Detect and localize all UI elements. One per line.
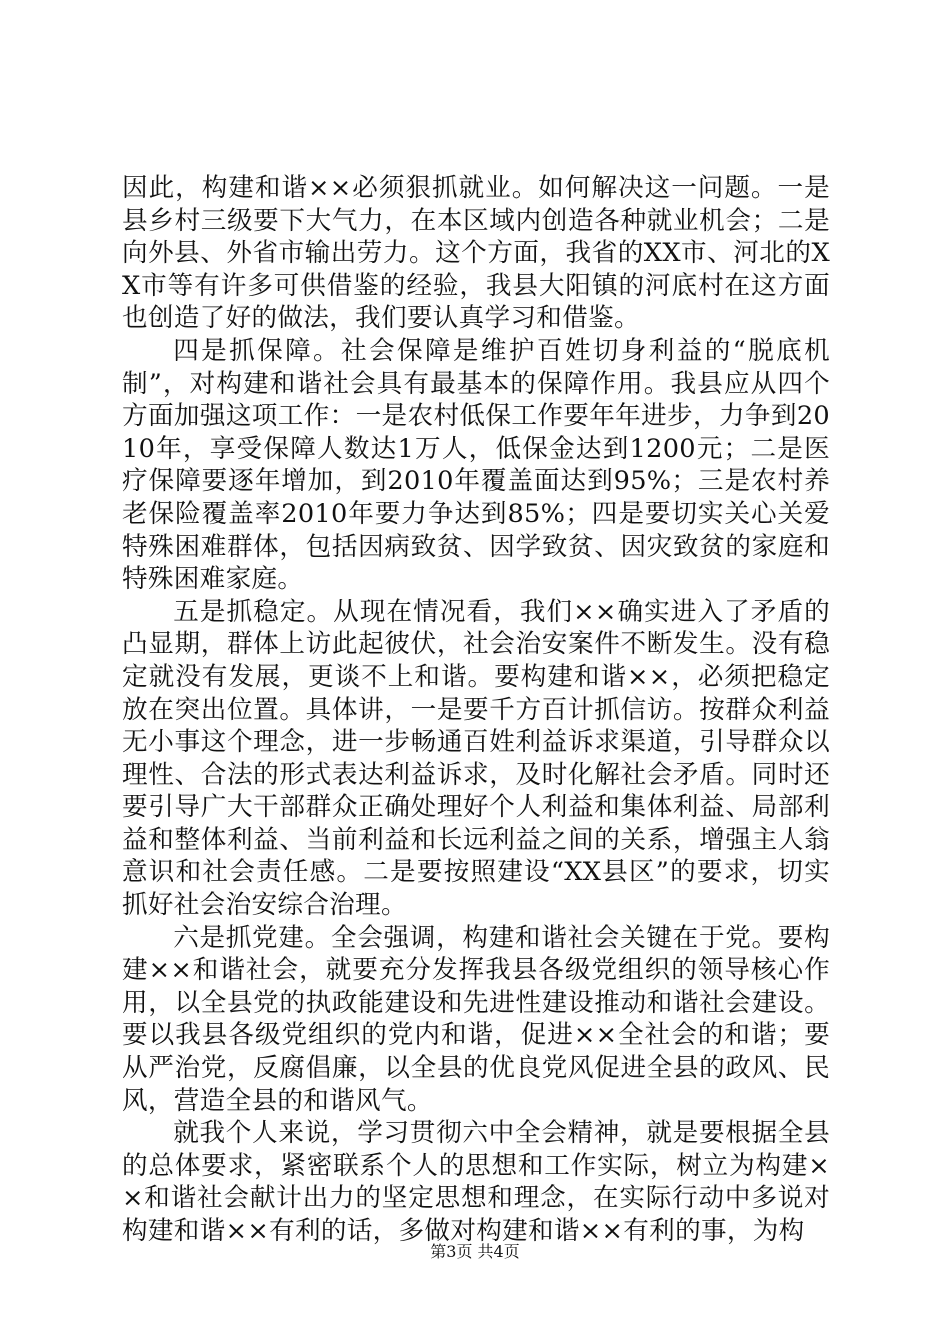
paragraph-stability: 五是抓稳定。从现在情况看，我们××确实进入了矛盾的凸显期，群体上访此起彼伏，社会治安案件不断发生。没有稳定就没有发展，更谈不上和谐。要构建和谐××，必须把稳定放在突出位置。具体讲，一是要千方百计抓信访。按群众利益无小事这个理念，进一步畅通百姓利益诉求渠道，引导群众以理性、合法的形式表达利益诉求，及时化解社会矛盾。同时还要引导广大干部群众正确处理好个人利益和集体利益、局部利益和整体利益、当前利益和长远利益之间的关系，增强主人翁意识和社会责任感。二是要按照建设“XX县区”的要求，切实抓好社会治安综合治理。	[122, 596, 830, 921]
paragraph-party-building: 六是抓党建。全会强调，构建和谐社会关键在于党。要构建××和谐社会，就要充分发挥我县各级党组织的领导核心作用，以全县党的执政能建设和先进性建设推动和谐社会建设。要以我县各级党组织的党内和谐，促进××全社会的和谐；要从严治党，反腐倡廉，以全县的优良党风促进全县的政风、民风，营造全县的和谐风气。	[122, 922, 830, 1116]
paragraph-social-security: 四是抓保障。社会保障是维护百姓切身利益的“脱底机制”，对构建和谐社会具有最基本的保障作用。我县应从四个方面加强这项工作：一是农村低保工作要年年进步，力争到2010年，享受保障人数达1万人，低保金达到1200元；二是医疗保障要逐年增加，到2010年覆盖面达到95%；三是农村养老保险覆盖率2010年要力争达到85%；四是要切实关心关爱特殊困难群体，包括因病致贫、因学致贫、因灾致贫的家庭和特殊困难家庭。	[122, 335, 830, 595]
paragraph-employment: 因此，构建和谐××必须狠抓就业。如何解决这一问题。一是县乡村三级要下大气力，在本区域内创造各种就业机会；二是向外县、外省市输出劳力。这个方面，我省的XX市、河北的XX市等有许多可供借鉴的经验，我县大阳镇的河底村在这方面也创造了好的做法，我们要认真学习和借鉴。	[122, 173, 830, 334]
paragraph-personal: 就我个人来说，学习贯彻六中全会精神，就是要根据全县的总体要求，紧密联系个人的思想和工作实际，树立为构建××和谐社会献计出力的坚定思想和理念，在实际行动中多说对构建和谐××有利的话，多做对构建和谐××有利的事，为构	[122, 1118, 830, 1246]
document-body	[122, 172, 830, 1248]
page-number-footer: 第3页 共4页	[430, 1242, 520, 1261]
